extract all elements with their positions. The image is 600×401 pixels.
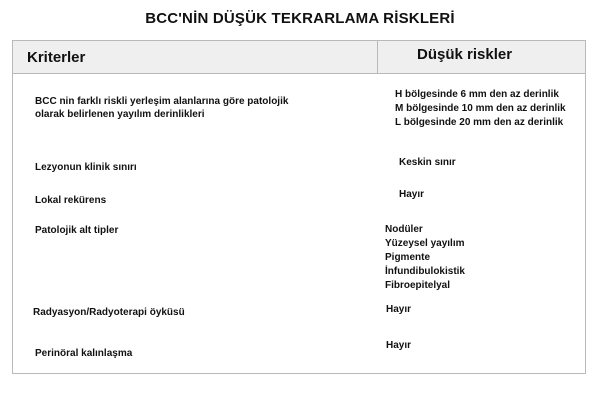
page-title: BCC'NİN DÜŞÜK TEKRARLAMA RİSKLERİ: [145, 10, 455, 27]
risk-subtype-superficial: Yüzeysel yayılım: [385, 238, 465, 249]
risk-table: [12, 40, 586, 374]
header-divider: [377, 41, 378, 73]
risk-depth-m: M bölgesinde 10 mm den az derinlik: [395, 103, 566, 114]
criterion-local-recurrence: Lokal rekürens: [35, 195, 107, 206]
risk-perineural-thickening: Hayır: [386, 340, 412, 351]
risk-subtype-fibroepithelial: Fibroepitelyal: [385, 280, 451, 291]
risk-depth-h: H bölgesinde 6 mm den az derinlik: [395, 89, 559, 100]
criterion-pathologic-subtypes: Patolojik alt tipler: [35, 225, 119, 236]
risk-local-recurrence: Hayır: [399, 189, 425, 200]
table-header: [13, 41, 585, 74]
risk-depth-l: L bölgesinde 20 mm den az derinlik: [395, 117, 564, 128]
criterion-depth-line-1: BCC nin farklı riskli yerleşim alanlarına göre patolojik: [35, 96, 289, 107]
risk-radiotherapy-history: Hayır: [386, 304, 412, 315]
risk-subtype-pigmented: Pigmente: [385, 252, 431, 263]
risk-subtype-infundibulocystic: İnfundibulokistik: [385, 266, 465, 277]
risk-clinical-margin: Keskin sınır: [399, 157, 456, 168]
risk-subtype-nodular: Nodüler: [385, 224, 423, 235]
low-risk-header: Düşük riskler: [417, 46, 513, 63]
criterion-depth-line-2: olarak belirlenen yayılım derinlikleri: [35, 109, 205, 120]
criterion-perineural-thickening: Perinöral kalınlaşma: [35, 348, 133, 359]
criterion-radiotherapy-history: Radyasyon/Radyoterapi öyküsü: [33, 307, 185, 318]
criterion-clinical-margin: Lezyonun klinik sınırı: [35, 162, 137, 173]
criteria-header: Kriterler: [27, 49, 86, 66]
